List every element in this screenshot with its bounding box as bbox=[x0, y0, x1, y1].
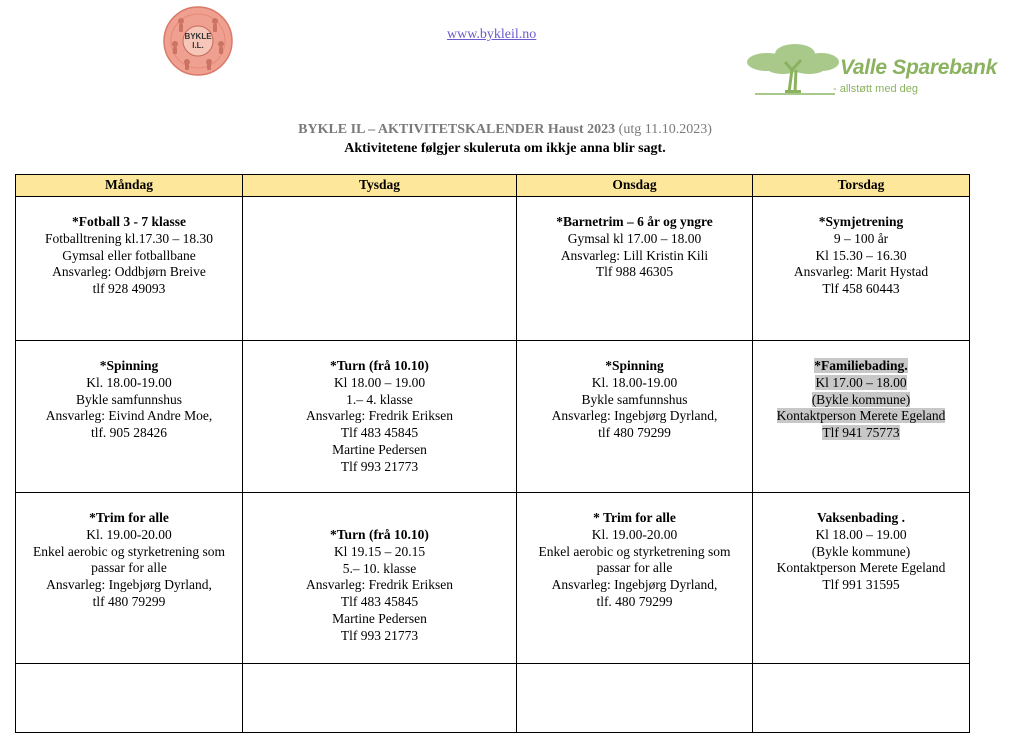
activity-title: *Symjetrening bbox=[818, 214, 904, 229]
activity-line: tlf 480 79299 bbox=[92, 593, 166, 609]
activity-line: Tlf 483 45845 bbox=[340, 425, 419, 441]
activity-line: Tlf 458 60443 bbox=[822, 281, 900, 297]
activity-line: Gymsal eller fotballbane bbox=[62, 247, 196, 263]
page-title bbox=[0, 122, 1010, 138]
page-subtitle: Aktivitetene følgjer skuleruta om ikkje anna blir sagt. bbox=[344, 141, 666, 156]
activity-line: Ansvarleg: Ingebjørg Dyrland, bbox=[46, 577, 212, 593]
activity-cell bbox=[517, 493, 753, 664]
activity-title: *Turn (frå 10.10) bbox=[330, 358, 429, 373]
activity-line: Ansvarleg: Ingebjørg Dyrland, bbox=[551, 408, 718, 424]
activity-title: Vaksenbading . bbox=[816, 510, 906, 525]
activity-line: Ansvarleg: Lill Kristin Kili bbox=[560, 247, 709, 263]
activity-cell-highlighted bbox=[753, 341, 970, 493]
activity-line: Enkel aerobic og styrketrening som passar for alle bbox=[538, 543, 731, 576]
logo-text-1: BYKLE bbox=[184, 32, 212, 41]
activity-title: *Spinning bbox=[99, 358, 159, 373]
activity-line: (Bykle kommune) bbox=[811, 543, 911, 559]
activity-line: Ansvarleg: Fredrik Eriksen bbox=[306, 577, 453, 593]
activity-line: Kontaktperson Merete Egeland bbox=[776, 408, 946, 424]
activity-title: * Trim for alle bbox=[593, 510, 676, 525]
activity-line: Kl. 18.00-19.00 bbox=[591, 374, 678, 390]
activity-line: Tlf 993 21773 bbox=[340, 627, 419, 643]
activity-line: Bykle samfunnshus bbox=[581, 391, 688, 407]
activity-line: Tlf 483 45845 bbox=[340, 594, 419, 610]
activity-line: Ansvarleg: Fredrik Eriksen bbox=[306, 408, 453, 424]
activity-line: Kl. 19.00-20.00 bbox=[591, 526, 678, 542]
activity-line: Ansvarleg: Oddbjørn Breive bbox=[52, 264, 206, 280]
activity-cell bbox=[16, 197, 243, 341]
activity-line: Kontaktperson Merete Egeland bbox=[776, 560, 946, 576]
activity-line: Kl 18.00 – 19.00 bbox=[333, 374, 426, 390]
activity-line: Kl 17.00 – 18.00 bbox=[815, 374, 907, 390]
activity-line: Fotballtrening kl.17.30 – 18.30 bbox=[45, 230, 213, 246]
activity-title: *Fotball 3 - 7 klasse bbox=[71, 214, 186, 229]
activity-cell bbox=[517, 341, 753, 493]
table-row bbox=[16, 341, 970, 493]
activity-calendar-table bbox=[15, 174, 970, 733]
valle-sparebank-logo bbox=[745, 40, 1003, 102]
activity-line: Kl. 19.00-20.00 bbox=[86, 526, 172, 542]
activity-line: Tlf 988 46305 bbox=[595, 264, 674, 280]
column-header-monday: Måndag bbox=[16, 175, 243, 197]
activity-line: Tlf 991 31595 bbox=[822, 577, 900, 593]
activity-line: Tlf 993 21773 bbox=[340, 458, 419, 474]
activity-line: (Bykle kommune) bbox=[811, 391, 911, 407]
activity-line: 1.– 4. klasse bbox=[346, 391, 413, 407]
table-row-empty bbox=[16, 664, 970, 733]
activity-line: 5.– 10. klasse bbox=[342, 560, 417, 576]
table-row bbox=[16, 197, 970, 341]
activity-cell-empty bbox=[16, 664, 243, 733]
activity-line: 9 – 100 år bbox=[833, 230, 889, 246]
bank-name: Valle Sparebank bbox=[840, 56, 997, 79]
activity-title: *Barnetrim – 6 år og yngre bbox=[556, 214, 713, 229]
activity-line: Ansvarleg: Eivind Andre Moe, bbox=[45, 408, 213, 424]
title-main: BYKLE IL – AKTIVITETSKALENDER Haust 2023 bbox=[298, 122, 616, 137]
activity-line: tlf 928 49093 bbox=[92, 281, 166, 297]
activity-line: tlf 480 79299 bbox=[598, 425, 671, 441]
activity-line: tlf. 480 79299 bbox=[596, 593, 673, 609]
activity-cell bbox=[16, 493, 243, 664]
activity-line: Ansvarleg: Ingebjørg Dyrland, bbox=[551, 577, 718, 593]
activity-line: Kl 18.00 – 19.00 bbox=[815, 526, 907, 542]
activity-line: Enkel aerobic og styrketrening som passar for alle bbox=[33, 543, 225, 576]
title-note: (utg 11.10.2023) bbox=[618, 122, 712, 137]
activity-line: Bykle samfunnshus bbox=[75, 391, 183, 407]
bykle-il-logo bbox=[163, 6, 233, 76]
activity-line: Tlf 941 75773 bbox=[822, 425, 900, 441]
activity-cell-empty bbox=[243, 664, 517, 733]
activity-line: Kl. 18.00-19.00 bbox=[86, 374, 172, 390]
activity-cell bbox=[16, 341, 243, 493]
activity-title: *Familiebading. bbox=[814, 358, 908, 373]
activity-line: Kl 15.30 – 16.30 bbox=[815, 247, 907, 263]
website-link[interactable]: www.bykleil.no bbox=[447, 27, 537, 42]
activity-line: Martine Pedersen bbox=[332, 441, 427, 457]
tree-icon bbox=[745, 40, 845, 98]
activity-title: *Spinning bbox=[605, 358, 664, 373]
activity-cell bbox=[243, 341, 517, 493]
table-row bbox=[16, 493, 970, 664]
activity-cell bbox=[753, 493, 970, 664]
activity-line: Martine Pedersen bbox=[332, 610, 427, 626]
activity-cell bbox=[753, 197, 970, 341]
activity-cell-empty bbox=[243, 197, 517, 341]
header-row bbox=[16, 175, 970, 197]
activity-cell-empty bbox=[753, 664, 970, 733]
activity-line: Gymsal kl 17.00 – 18.00 bbox=[567, 230, 702, 246]
activity-title: *Trim for alle bbox=[89, 510, 169, 525]
activity-cell bbox=[517, 197, 753, 341]
activity-line: Kl 19.15 – 20.15 bbox=[333, 543, 426, 559]
activity-title: *Turn (frå 10.10) bbox=[330, 527, 429, 542]
column-header-wednesday: Onsdag bbox=[517, 175, 753, 197]
column-header-tuesday: Tysdag bbox=[243, 175, 517, 197]
activity-cell bbox=[243, 493, 517, 664]
activity-cell-empty bbox=[517, 664, 753, 733]
activity-line: Ansvarleg: Marit Hystad bbox=[793, 264, 929, 280]
bank-tagline: - allstøtt med deg bbox=[833, 83, 918, 95]
activity-line: tlf. 905 28426 bbox=[90, 425, 168, 441]
logo-text-2: I.L. bbox=[192, 41, 204, 50]
column-header-thursday: Torsdag bbox=[753, 175, 970, 197]
